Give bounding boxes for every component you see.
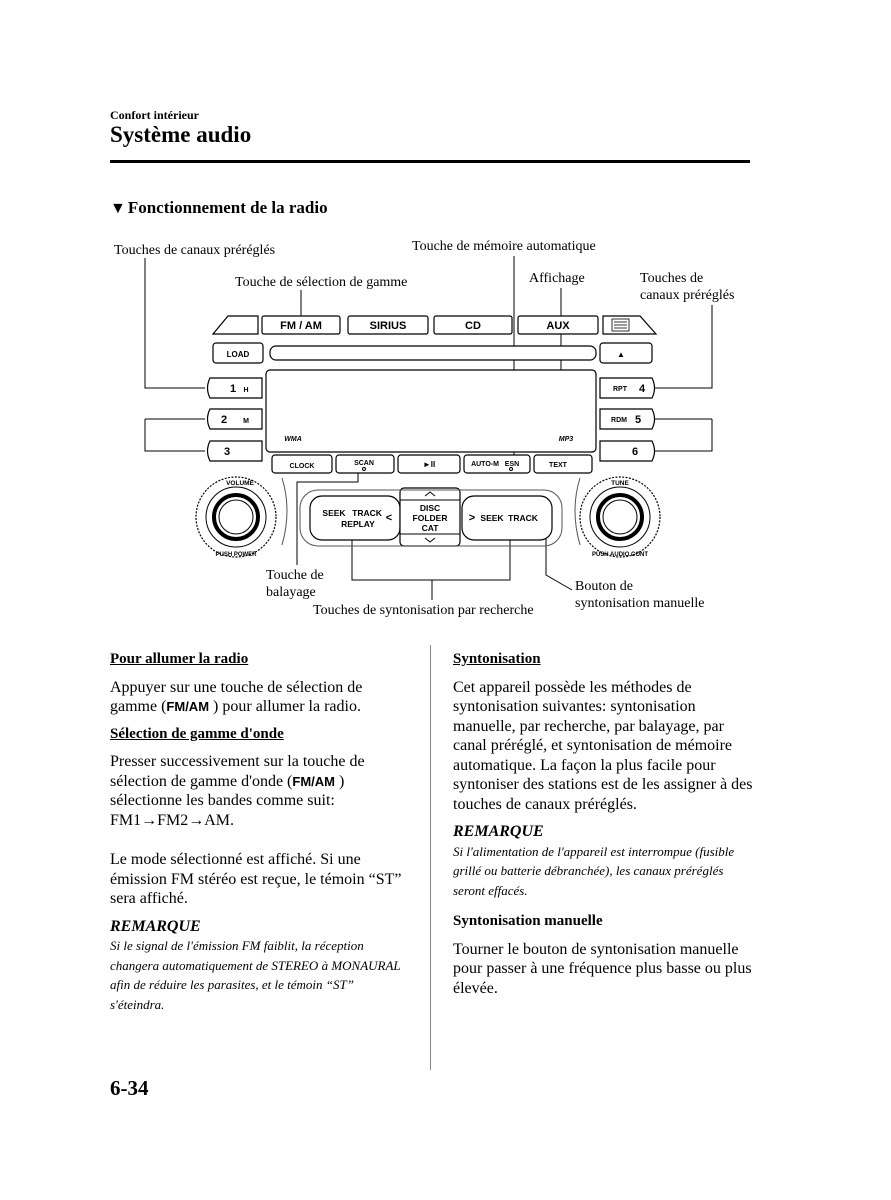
preset-4-button[interactable] bbox=[600, 378, 655, 398]
label-auto-memory: Touche de mémoire automatique bbox=[412, 239, 596, 254]
preset-5-button[interactable] bbox=[600, 409, 655, 429]
disc-slot bbox=[270, 346, 596, 360]
label-manual-line1: Bouton de bbox=[575, 579, 633, 594]
preset-2-sub: M bbox=[243, 418, 249, 425]
column-divider bbox=[430, 645, 431, 1070]
volume-knob[interactable] bbox=[196, 477, 276, 557]
paragraph-turn-on-text-a: Appuyer sur une touche de sélection de gamme ( bbox=[110, 678, 363, 715]
seek-left-arrow-icon: < bbox=[385, 512, 393, 524]
label-display: Affichage bbox=[529, 271, 585, 286]
mp3-logo: MP3 bbox=[558, 436, 574, 443]
heading-turn-on-radio: Pour allumer la radio bbox=[110, 651, 249, 667]
clock-label: CLOCK bbox=[289, 463, 315, 470]
heading-band-selection: Sélection de gamme d'onde bbox=[110, 725, 284, 742]
fm-am-label: FM / AM bbox=[280, 320, 322, 332]
subsection-heading-text: Fonctionnement de la radio bbox=[127, 198, 328, 217]
paragraph-tuning: Cet appareil possède les méthodes de syntonisation suivantes: syntonisation manuelle, par recherche, par balayage, par canal préréglé, et syntonisation de mémoire automatique. La façon la plus facile pour syntoniser des stations est de les assigner à des touches de canaux préréglés. bbox=[453, 678, 753, 813]
cd-logo-button[interactable] bbox=[603, 316, 656, 334]
preset-1-label: 1 bbox=[229, 383, 237, 395]
track-left-label: TRACK bbox=[352, 508, 382, 518]
sirius-label: SIRIUS bbox=[369, 320, 407, 332]
label-scan-line2: balayage bbox=[266, 585, 316, 600]
disc-label: DISC bbox=[419, 503, 441, 513]
preset-1-sub: H bbox=[243, 387, 249, 394]
preset-4-label: 4 bbox=[638, 383, 646, 395]
leader-preset-1 bbox=[145, 258, 205, 388]
cat-label: CAT bbox=[421, 523, 439, 533]
track-right-label: TRACK bbox=[508, 513, 538, 523]
tune-knob[interactable] bbox=[580, 477, 660, 557]
label-preset-left: Touches de canaux préréglés bbox=[114, 243, 276, 258]
seek-left-label: SEEK bbox=[322, 508, 346, 518]
preset-3-label: 3 bbox=[223, 446, 231, 458]
leader-preset-6 bbox=[655, 419, 712, 451]
seek-track-up-button[interactable] bbox=[462, 496, 552, 540]
preset-5-label: 5 bbox=[634, 414, 642, 426]
scan-label: SCAN bbox=[354, 460, 374, 467]
fm-am-inline-label-2: FM/AM bbox=[292, 773, 335, 789]
right-column bbox=[453, 650, 753, 1006]
paragraph-band-text-b: ) sélectionne les bandes comme suit: FM1→FM2→AM. bbox=[110, 772, 345, 829]
paragraph-turn-on bbox=[110, 678, 410, 717]
load-label: LOAD bbox=[226, 350, 250, 359]
left-column bbox=[110, 650, 410, 1014]
eject-icon: ▲ bbox=[617, 350, 625, 359]
note-title-right: REMARQUE bbox=[453, 823, 544, 840]
push-power-label: PUSH POWER bbox=[215, 552, 257, 558]
note-text-left: Si le signal de l'émission FM faiblit, la réception changera automatiquement de STEREO à MONAURAL afin de réduire les parasites, et le témoin “ST” s'éteindra. bbox=[110, 938, 401, 1012]
wma-logo: WMA bbox=[284, 436, 302, 443]
esn-label: ESN bbox=[504, 461, 520, 468]
display-screen bbox=[266, 370, 596, 452]
left-panel-curve bbox=[282, 478, 287, 545]
paragraph-manual-tuning: Tourner le bouton de syntonisation manuelle pour passer à une fréquence plus basse ou plus élevée. bbox=[453, 940, 752, 997]
seek-right-label: SEEK bbox=[480, 513, 504, 523]
label-seek: Touches de syntonisation par recherche bbox=[313, 603, 534, 618]
tune-label: TUNE bbox=[611, 480, 629, 487]
paragraph-band-text-a: Presser successivement sur la touche de sélection de gamme d'onde ( bbox=[110, 753, 365, 790]
preset-2-label: 2 bbox=[220, 414, 228, 426]
aux-label: AUX bbox=[546, 320, 570, 332]
seek-right-arrow-icon: > bbox=[468, 512, 476, 524]
leader-preset-3 bbox=[145, 419, 205, 451]
fm-am-inline-label: FM/AM bbox=[166, 699, 210, 714]
auto-m-label: AUTO-M bbox=[471, 461, 499, 468]
label-scan-line1: Touche de bbox=[266, 568, 324, 583]
paragraph-turn-on-text-b: ) pour allumer la radio. bbox=[209, 698, 361, 715]
folder-label: FOLDER bbox=[412, 513, 448, 523]
replay-label: REPLAY bbox=[341, 519, 375, 529]
page-number: 6-34 bbox=[110, 1076, 149, 1100]
note-text-right: Si l'alimentation de l'appareil est interrompue (fusible grillé ou batterie débranchée), les canaux préréglés seront effacés. bbox=[453, 843, 735, 898]
triangle-marker-icon: ▼ bbox=[110, 200, 126, 217]
cd-label: CD bbox=[465, 320, 481, 332]
page-title: Système audio bbox=[110, 122, 252, 147]
note-title-left: REMARQUE bbox=[110, 917, 201, 935]
preset-5-sub: RDM bbox=[611, 417, 627, 424]
volume-label: VOLUME bbox=[226, 480, 254, 487]
label-band-select: Touche de sélection de gamme bbox=[235, 275, 408, 290]
preset-4-sub: RPT bbox=[613, 386, 627, 393]
section-label: Confort intérieur bbox=[110, 108, 199, 122]
text-label: TEXT bbox=[549, 462, 567, 469]
heading-tuning: Syntonisation bbox=[453, 651, 541, 667]
push-audio-label: PUSH AUDIO CONT bbox=[591, 552, 649, 558]
preset-2-button[interactable] bbox=[208, 409, 263, 429]
label-preset-right-line1: Touches de bbox=[640, 271, 704, 286]
paragraph-mode-display: Le mode sélectionné est affiché. Si une émission FM stéréo est reçue, le témoin “ST” sera affiché. bbox=[110, 851, 402, 907]
label-preset-right-line2: canaux préréglés bbox=[640, 288, 735, 303]
preset-6-button[interactable] bbox=[600, 441, 655, 461]
eject-button[interactable] bbox=[600, 343, 652, 363]
label-manual-line2: syntonisation manuelle bbox=[575, 596, 705, 611]
paragraph-band-selection bbox=[110, 752, 410, 830]
right-panel-curve bbox=[575, 478, 580, 545]
blank-button[interactable] bbox=[213, 316, 258, 334]
preset-3-button[interactable] bbox=[208, 441, 263, 461]
play-pause-icon: ►II bbox=[422, 460, 436, 469]
leader-preset-4 bbox=[655, 305, 712, 388]
heading-manual-tuning: Syntonisation manuelle bbox=[453, 913, 603, 929]
preset-6-label: 6 bbox=[631, 446, 639, 458]
